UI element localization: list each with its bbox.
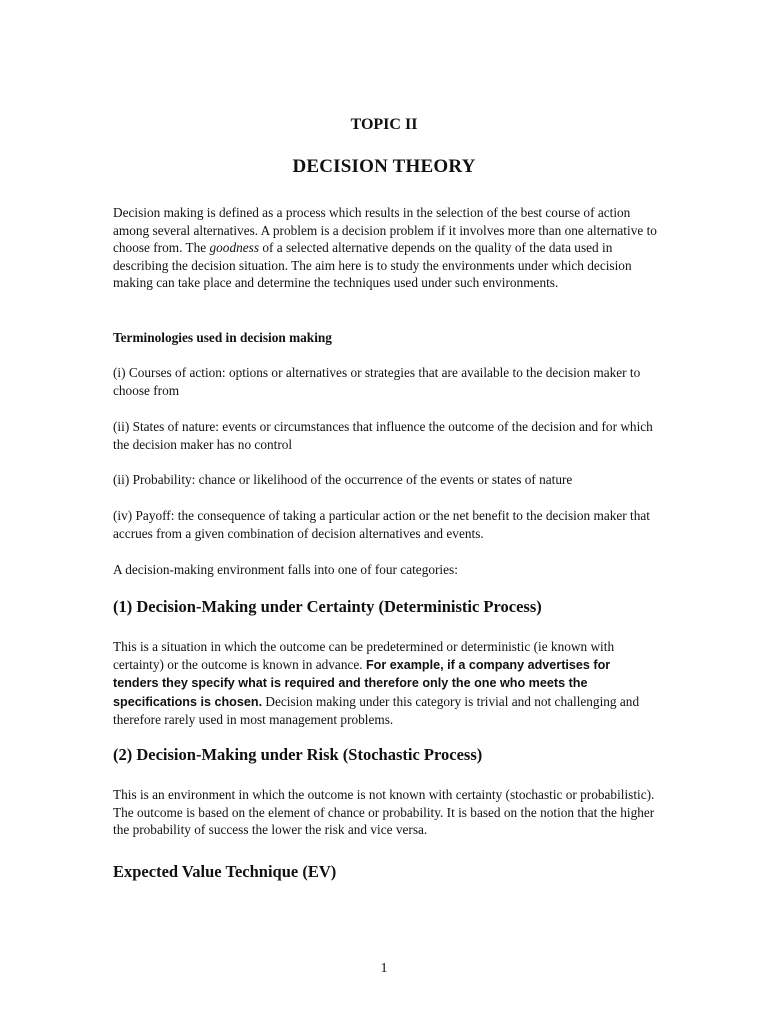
intro-italic-text: goodness xyxy=(209,240,259,255)
document-title: DECISION THEORY xyxy=(292,156,476,177)
intro-paragraph xyxy=(113,204,658,292)
risk-text: This is an environment in which the outcome is not known with certainty (stochastic or probabilistic). The outcome is based on the element of chance or probability. It is based on the notion that the higher the probability of success the lower the risk and vice versa. xyxy=(113,787,655,837)
certainty-text-1: This is a situation in which the outcome can be predetermined or deterministic (ie known with certainty) or the outcome is known in advance. xyxy=(113,639,615,672)
certainty-text-2: Decision making under this category is trivial and not challenging and therefore rarely used in most management problems. xyxy=(113,693,640,727)
terminology-heading xyxy=(113,329,658,347)
section-certainty-paragraph xyxy=(113,638,658,729)
certainty-example-bold: For example, if a company advertises for tenders they specify what is required and therefore only the one who meets the specifications is chosen. xyxy=(113,657,611,709)
intro-text-2: of a selected alternative depends on the quality of the data used in describing the decision situation. The aim here is to study the environments under which decision making can take place and determine the techniques used under such environments. xyxy=(113,240,632,290)
section-risk-heading: (2) Decision-Making under Risk (Stochastic Process) xyxy=(113,745,483,764)
section-ev-heading: Expected Value Technique (EV) xyxy=(113,862,337,881)
topic-label: TOPIC II xyxy=(350,116,418,133)
terminology-heading-text: Terminologies used in decision making xyxy=(113,330,332,345)
term-text: (ii) States of nature: events or circumstances that influence the outcome of the decision and for which the decision maker has no control xyxy=(113,419,653,452)
categories-intro-text: A decision-making environment falls into one of four categories: xyxy=(113,562,458,577)
term-probability xyxy=(113,471,658,489)
term-text: (ii) Probability: chance or likelihood of the occurrence of the events or states of nature xyxy=(113,472,573,487)
page-number: 1 xyxy=(380,961,388,976)
term-payoff xyxy=(113,507,658,542)
intro-text-1: Decision making is defined as a process which results in the selection of the best course of action among several alternatives. A problem is a decision problem if it involves more than one alternative to choose from. The xyxy=(113,205,657,255)
categories-intro xyxy=(113,561,658,579)
section-certainty-heading: (1) Decision-Making under Certainty (Deterministic Process) xyxy=(113,597,542,616)
term-states-of-nature xyxy=(113,418,658,453)
term-courses-of-action xyxy=(113,364,658,399)
section-risk-paragraph xyxy=(113,786,658,839)
term-text: (i) Courses of action: options or alternatives or strategies that are available to the decision maker to choose from xyxy=(113,365,641,398)
term-text: (iv) Payoff: the consequence of taking a particular action or the net benefit to the decision maker that accrues from a given combination of decision alternatives and events. xyxy=(113,508,650,541)
